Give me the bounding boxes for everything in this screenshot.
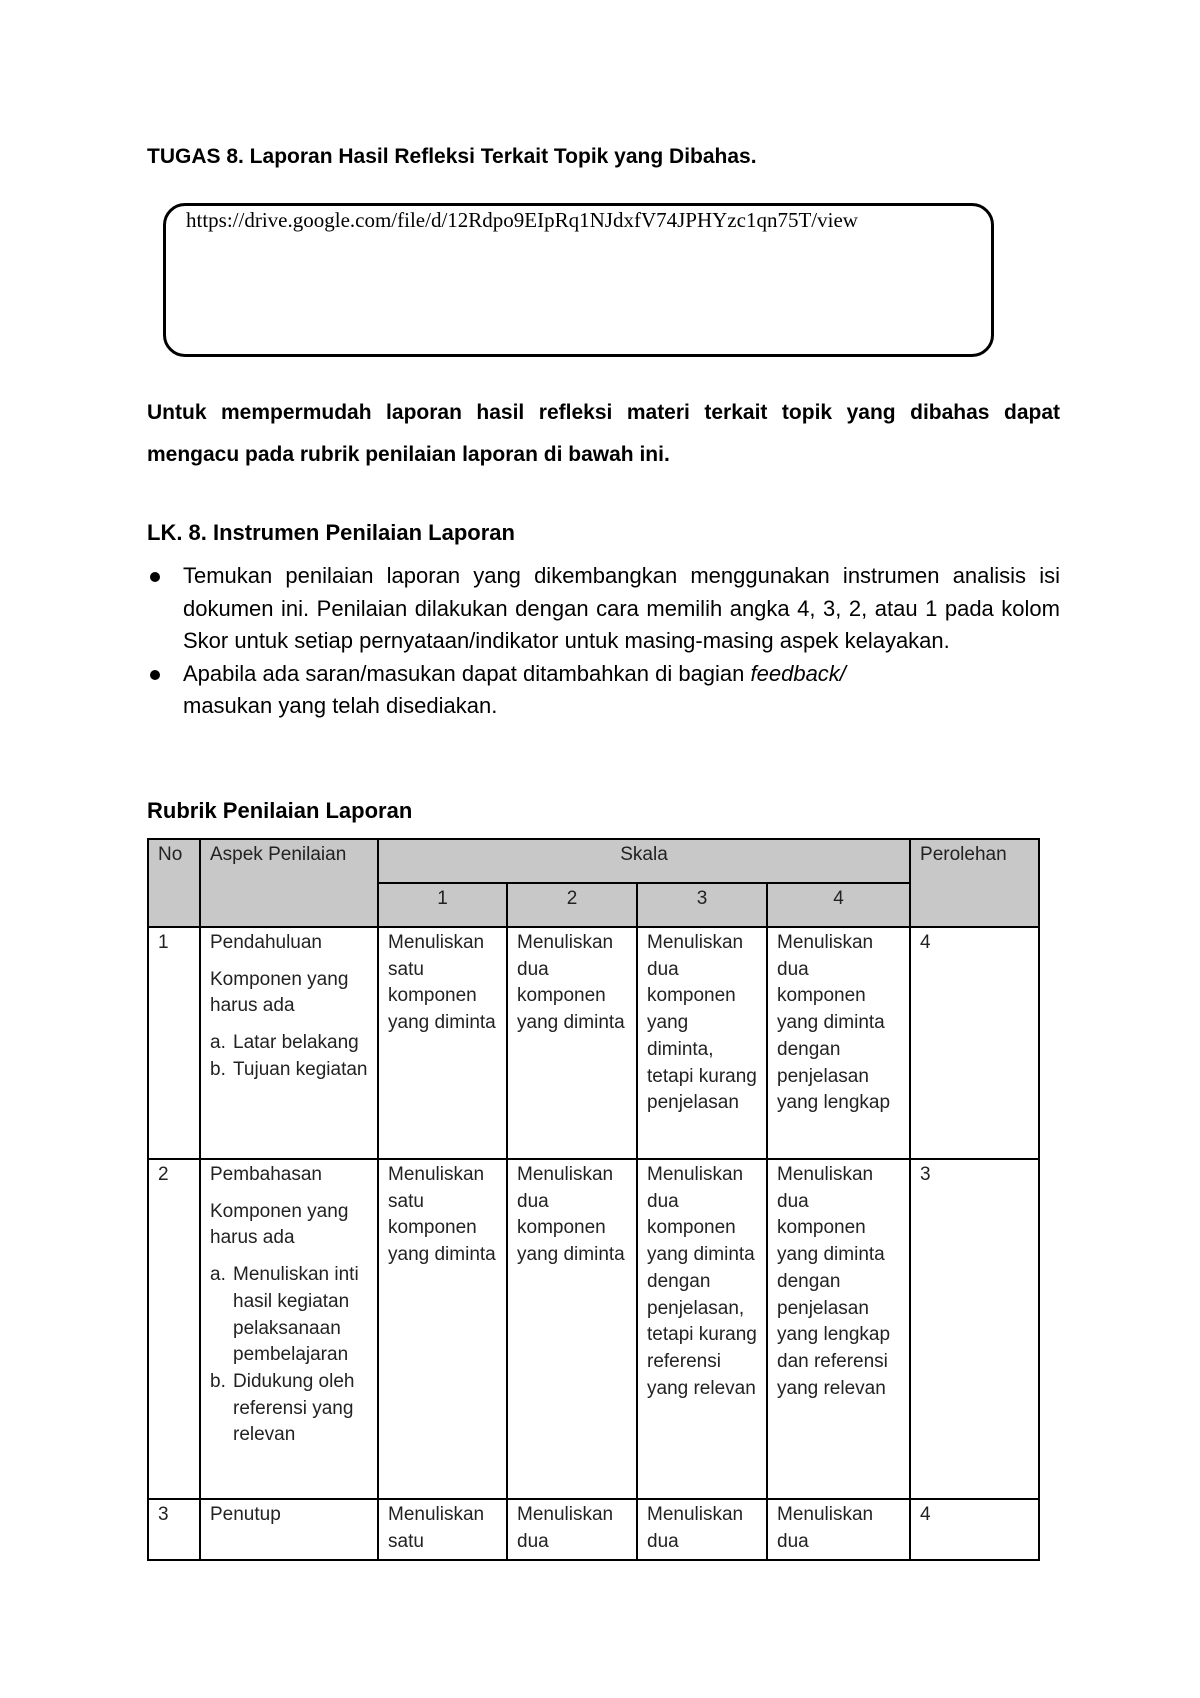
header-skala: Skala: [378, 839, 910, 883]
row-no: 3: [148, 1499, 200, 1560]
scale-4-cell: Menuliskan dua komponen yang diminta dengan penjelasan yang lengkap: [767, 927, 910, 1159]
header-no: No: [148, 839, 200, 927]
instruction-item: [147, 560, 1060, 658]
list-item: b. Tujuan kegiatan: [210, 1058, 368, 1080]
table-header-row: [148, 839, 1039, 883]
score-cell: 3: [910, 1159, 1039, 1499]
row-no: 2: [148, 1159, 200, 1499]
list-item: a. Menuliskan inti hasil kegiatan pelaksanaan pembelajaran: [210, 1264, 359, 1366]
row-aspek: [200, 1499, 378, 1560]
list-item: a. Latar belakang: [210, 1032, 359, 1054]
score-cell: 4: [910, 927, 1039, 1159]
instruction-item: [147, 658, 1060, 723]
scale-3-cell: Menuliskan dua komponen yang diminta, tetapi kurang penjelasan: [637, 927, 767, 1159]
rubric-table: [147, 838, 1040, 1561]
intro-paragraph: Untuk mempermudah laporan hasil refleksi materi terkait topik yang dibahas dapat mengacu pada rubrik penilaian laporan di bawah ini.: [147, 401, 1060, 466]
rubric-title: Rubrik Penilaian Laporan: [147, 798, 413, 823]
table-row: [148, 1499, 1039, 1560]
list-item: b. Didukung oleh referensi yang relevan: [210, 1370, 355, 1446]
scale-3-cell: Menuliskan dua: [637, 1499, 767, 1560]
scale-4-cell: Menuliskan dua komponen yang diminta dengan penjelasan yang lengkap dan referensi yang relevan: [767, 1159, 910, 1499]
header-scale-1: 1: [378, 883, 507, 927]
instruction-text: Apabila ada saran/masukan dapat ditambahkan di bagian: [183, 660, 751, 686]
aspek-title: Pembahasan: [210, 1164, 322, 1185]
bullet-icon: [150, 572, 160, 582]
instruction-text: masukan yang telah disediakan.: [183, 693, 498, 718]
aspek-title: Penutup: [210, 1504, 281, 1525]
aspek-list: [210, 1030, 368, 1083]
scale-2-cell: Menuliskan dua komponen yang diminta: [507, 1159, 637, 1499]
header-scale-2: 2: [507, 883, 637, 927]
table-row: [148, 1159, 1039, 1499]
aspek-title: Pendahuluan: [210, 932, 322, 953]
aspek-subtitle: Komponen yang harus ada: [210, 968, 349, 1017]
row-aspek: [200, 927, 378, 1159]
header-scale-4: 4: [767, 883, 910, 927]
row-aspek: [200, 1159, 378, 1499]
header-aspek: Aspek Penilaian: [200, 839, 378, 927]
instruction-text: Temukan penilaian laporan yang dikembangkan menggunakan instrumen analisis isi dokumen ini. Penilaian dilakukan dengan cara memilih angka 4, 3, 2, atau 1 pada kolom Skor untuk setiap pernyataan/indikator untuk masing-masing aspek kelayakan.: [183, 563, 1060, 653]
aspek-list: [210, 1262, 368, 1449]
scale-1-cell: Menuliskan satu komponen yang diminta: [378, 1159, 507, 1499]
drive-link[interactable]: https://drive.google.com/file/d/12Rdpo9EIpRq1NJdxfV74JPHYzc1qn75T/view: [186, 208, 858, 232]
scale-2-cell: Menuliskan dua: [507, 1499, 637, 1560]
scale-1-cell: Menuliskan satu komponen yang diminta: [378, 927, 507, 1159]
scale-3-cell: Menuliskan dua komponen yang diminta dengan penjelasan, tetapi kurang referensi yang relevan: [637, 1159, 767, 1499]
scale-4-cell: Menuliskan dua: [767, 1499, 910, 1560]
row-no: 1: [148, 927, 200, 1159]
lk-title: LK. 8. Instrumen Penilaian Laporan: [147, 520, 515, 545]
task-title: TUGAS 8. Laporan Hasil Refleksi Terkait Topik yang Dibahas.: [147, 145, 757, 168]
scale-1-cell: Menuliskan satu: [378, 1499, 507, 1560]
header-perolehan: Perolehan: [910, 839, 1039, 927]
scale-2-cell: Menuliskan dua komponen yang diminta: [507, 927, 637, 1159]
aspek-subtitle: Komponen yang harus ada: [210, 1200, 349, 1249]
score-cell: 4: [910, 1499, 1039, 1560]
header-scale-3: 3: [637, 883, 767, 927]
bullet-icon: [150, 670, 160, 680]
instruction-italic-text: feedback/: [750, 660, 846, 686]
table-row: [148, 927, 1039, 1159]
instruction-list: [147, 560, 1060, 723]
